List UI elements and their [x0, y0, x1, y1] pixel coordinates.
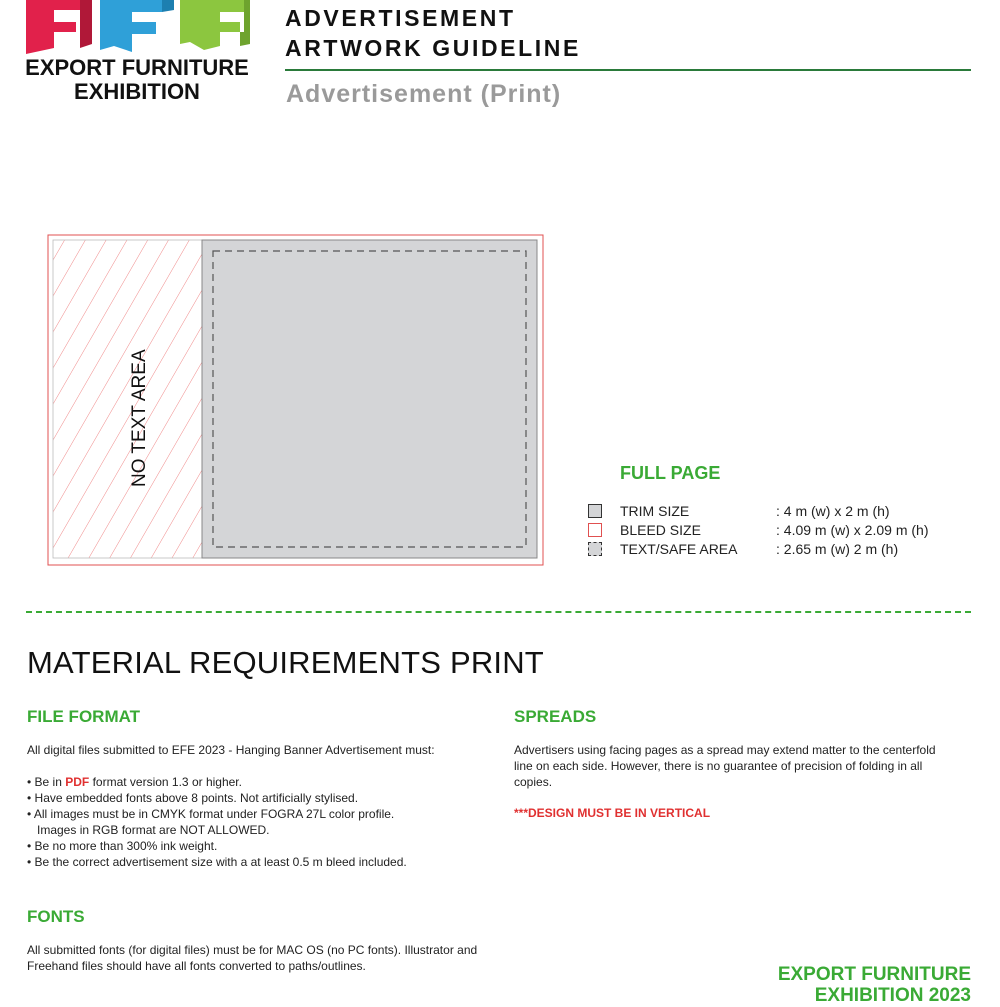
efe-logo	[24, 0, 250, 105]
legend-value: : 2.65 m (w) 2 m (h)	[776, 541, 899, 557]
file-format-intro: All digital files submitted to EFE 2023 - Hanging Banner Advertisement must:	[27, 743, 435, 757]
list-item: • Have embedded fonts above 8 points. Not artificially stylised.	[27, 791, 359, 805]
spreads-text: Advertisers using facing pages as a spread may extend matter to the centerfold line on each side. However, there is no guarantee of precision of folding in all copies.	[514, 743, 936, 789]
spreads-heading: SPREADS	[514, 707, 597, 726]
footer-brand-line2: EXHIBITION 2023	[814, 985, 971, 1006]
file-format-list	[27, 774, 407, 870]
header-title-line2: ARTWORK GUIDELINE	[285, 35, 581, 61]
section-divider	[26, 611, 971, 613]
trim-area	[202, 240, 537, 558]
full-page-heading: FULL PAGE	[620, 463, 721, 483]
header-subtitle: Advertisement (Print)	[286, 80, 562, 108]
print-layout-diagram	[47, 234, 547, 568]
efe-logo-mark	[24, 0, 250, 54]
legend-label: TRIM SIZE	[620, 503, 690, 519]
pdf-highlight: PDF	[65, 775, 90, 789]
header-title	[285, 3, 581, 63]
list-item: • Be in PDF format version 1.3 or higher.	[27, 775, 242, 789]
material-requirements-title: MATERIAL REQUIREMENTS PRINT	[27, 645, 544, 680]
file-format-heading: FILE FORMAT	[27, 707, 140, 726]
trim-swatch-icon	[588, 504, 602, 518]
header-title-line1: ADVERTISEMENT	[285, 5, 516, 31]
legend-value: : 4.09 m (w) x 2.09 m (h)	[776, 522, 929, 538]
footer-brand-line1: EXPORT FURNITURE	[777, 964, 971, 985]
no-text-area-label: NO TEXT AREA	[129, 349, 150, 487]
legend-value: : 4 m (w) x 2 m (h)	[776, 503, 890, 519]
header-divider	[285, 69, 971, 71]
fonts-heading: FONTS	[27, 907, 85, 926]
list-item: • Be the correct advertisement size with a at least 0.5 m bleed included.	[27, 855, 407, 869]
bleed-swatch-icon	[588, 523, 602, 537]
legend-label: TEXT/SAFE AREA	[620, 541, 738, 557]
spreads-note: ***DESIGN MUST BE IN VERTICAL	[514, 806, 711, 820]
no-text-hatch	[53, 240, 203, 558]
safe-swatch-icon	[588, 542, 602, 556]
logo-text-line1: EXPORT FURNITURE	[25, 55, 249, 80]
logo-text-line2: EXHIBITION	[74, 79, 200, 104]
legend-label: BLEED SIZE	[620, 522, 701, 538]
list-item: • All images must be in CMYK format under FOGRA 27L color profile.	[27, 807, 395, 821]
fonts-text: All submitted fonts (for digital files) must be for MAC OS (no PC fonts). Illustrator and Freehand files should have all fonts converted to paths/outlines.	[27, 943, 478, 973]
list-item: • Be no more than 300% ink weight.	[27, 839, 218, 853]
list-item: Images in RGB format are NOT ALLOWED.	[27, 823, 270, 837]
